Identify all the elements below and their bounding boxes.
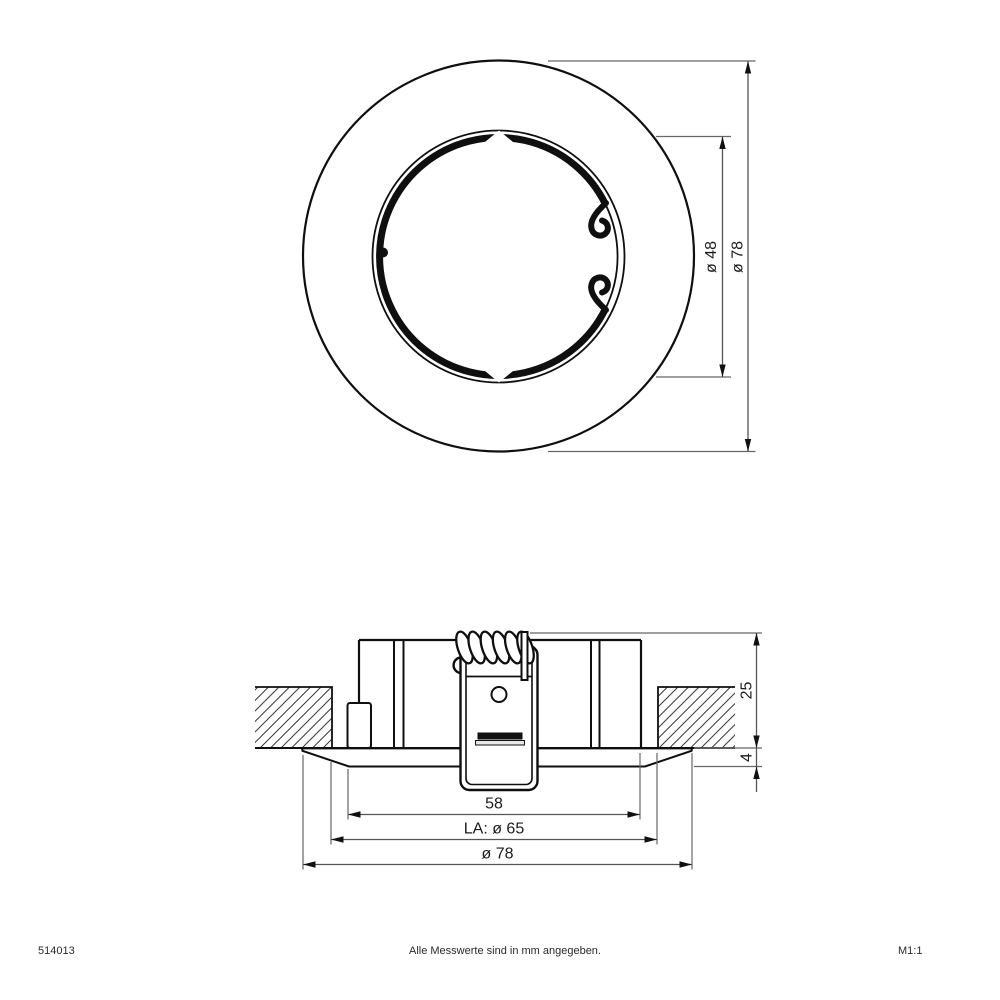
retaining-ring [380, 137, 606, 375]
arrow-right-icon [645, 836, 658, 842]
arrow-right-icon [680, 861, 693, 867]
arrow-up-icon [719, 137, 725, 150]
units-note: Alle Messwerte sind in mm angegeben. [409, 945, 601, 957]
dim-trim-height [694, 748, 762, 792]
dim-label-cutout: LA: ø 65 [463, 820, 525, 838]
arrow-up-icon [745, 61, 751, 74]
arrow-left-icon [331, 836, 344, 842]
spring-hook-lower [591, 277, 608, 310]
inner-rim-circle [373, 131, 625, 383]
spring-rod [522, 632, 528, 680]
arrow-down-icon [719, 365, 725, 378]
dim-outer-diameter-top [548, 61, 756, 452]
article-number: 514013 [38, 945, 75, 957]
outer-bezel-circle [303, 61, 694, 452]
dim-label-trim-height: 4 [738, 753, 756, 762]
arrow-left-icon [348, 811, 361, 817]
footer [38, 945, 922, 957]
bracket-slot [478, 733, 523, 740]
bracket-hole [492, 687, 507, 702]
dim-label-outer-diameter-side: ø 78 [481, 845, 514, 863]
arrow-up-icon [753, 767, 759, 780]
dim-label-housing-width: 58 [485, 795, 503, 813]
scale-label: M1:1 [898, 945, 923, 957]
dim-label-inner-diameter: ø 48 [703, 240, 720, 274]
ceiling-section-right [658, 687, 735, 748]
arrow-down-icon [753, 736, 759, 749]
dim-label-recess-depth: 25 [738, 681, 756, 700]
arrow-right-icon [628, 811, 641, 817]
arrow-left-icon [303, 861, 316, 867]
arrow-up-icon [753, 633, 759, 646]
terminal-block [348, 703, 372, 748]
dim-label-outer-diameter-top: ø 78 [729, 240, 747, 274]
section-view [255, 630, 762, 870]
top-view [303, 61, 756, 452]
ring-kink [378, 248, 388, 258]
arrow-down-icon [745, 439, 751, 452]
ceiling-section-left [255, 687, 332, 748]
spring-hook-upper [591, 203, 608, 236]
